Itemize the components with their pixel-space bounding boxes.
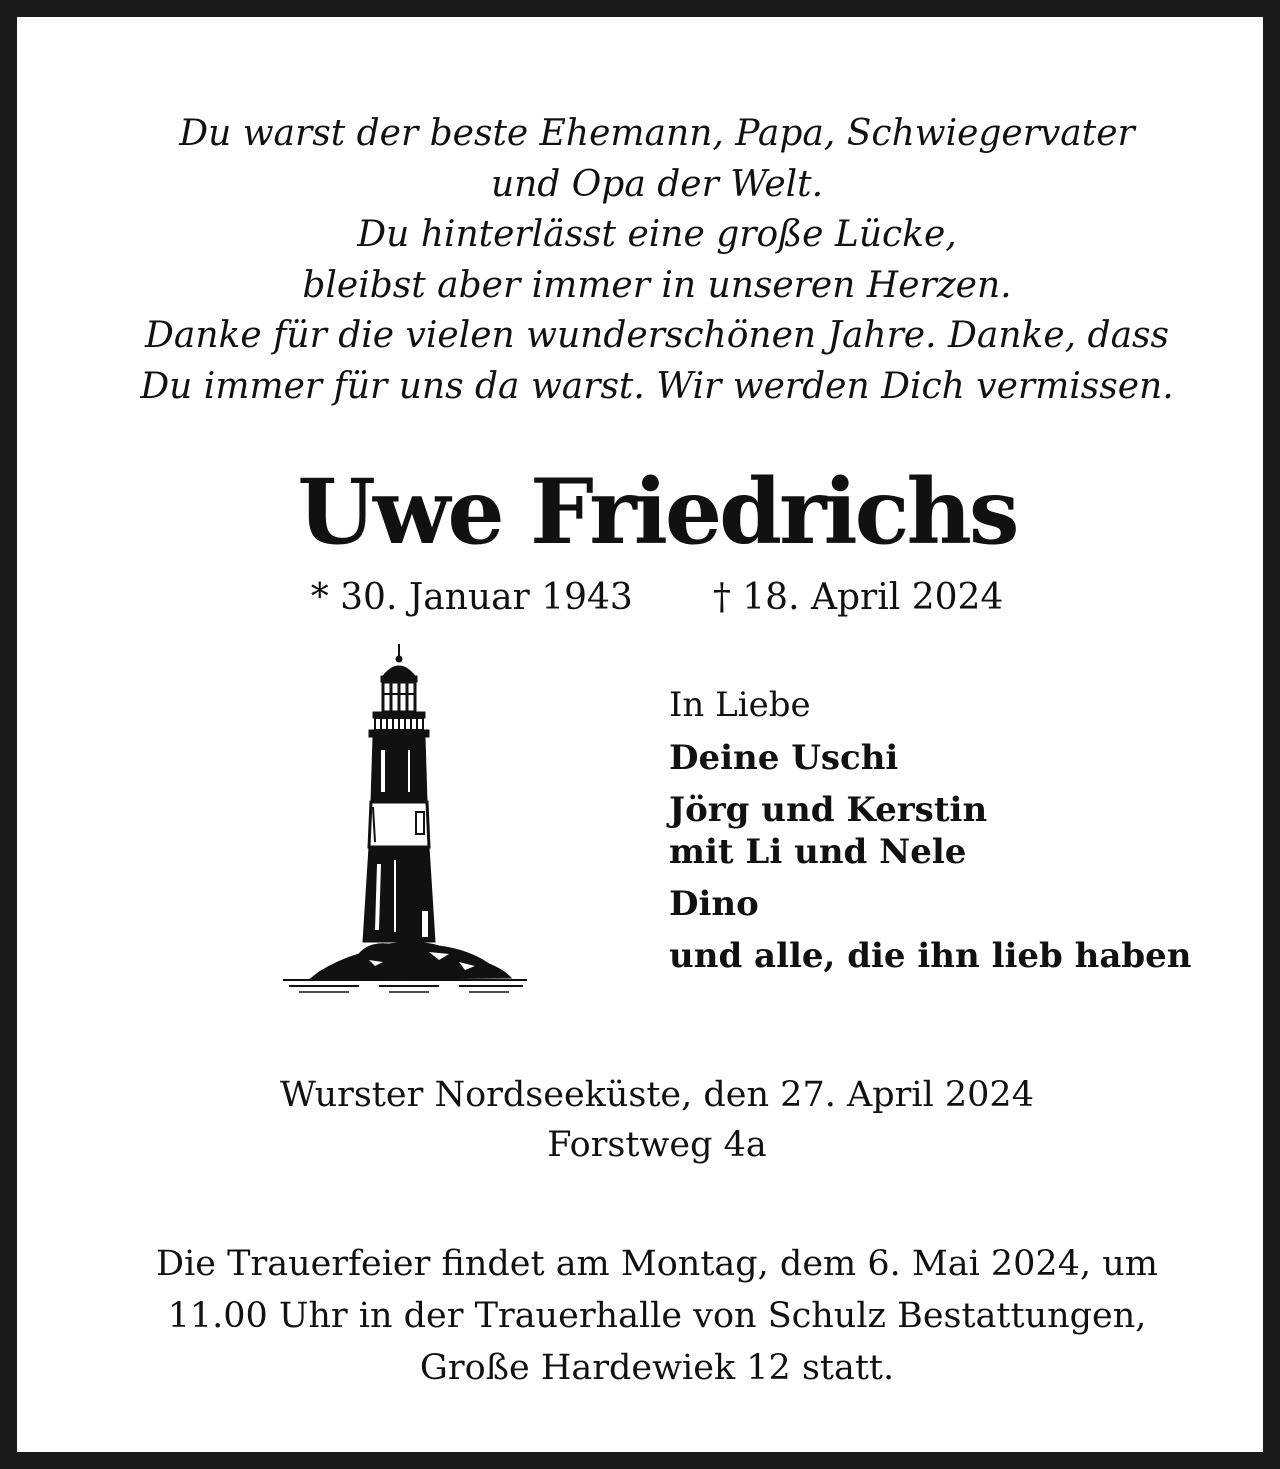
memorial-poem: [47, 109, 1267, 412]
family-member: und alle, die ihn lieb haben: [669, 936, 1192, 976]
lighthouse-icon: [279, 642, 531, 1002]
funeral-line: Große Hardewiek 12 statt.: [419, 1348, 895, 1388]
death-date: † 18. April 2024: [712, 577, 1004, 618]
deceased-name: Uwe Friedrichs: [297, 459, 1017, 565]
family-signatures: [669, 679, 1269, 977]
poem-line: Du immer für uns da warst. Wir werden Dich vermissen.: [140, 365, 1174, 407]
poem-line: Danke für die vielen wunderschönen Jahre. Danke, dass: [145, 315, 1169, 356]
place-and-address: [17, 1070, 1280, 1170]
family-member: mit Li und Nele: [669, 832, 967, 872]
family-intro: In Liebe: [669, 685, 811, 725]
family-member: Dino: [669, 884, 759, 924]
poem-line: bleibst aber immer in unseren Herzen.: [302, 264, 1012, 306]
poem-line: Du hinterlässt eine große Lücke,: [357, 214, 957, 255]
life-dates: [17, 572, 1280, 624]
funeral-line: Die Trauerfeier findet am Montag, dem 6. Mai 2024, um: [156, 1244, 1158, 1284]
address: Forstweg 4a: [547, 1125, 767, 1165]
poem-line: und Opa der Welt.: [490, 163, 824, 205]
funeral-line: 11.00 Uhr in der Trauerhalle von Schulz Bestattungen,: [167, 1296, 1147, 1336]
location-date: Wurster Nordseeküste, den 27. April 2024: [280, 1075, 1034, 1115]
family-member: Jörg und Kerstin: [669, 790, 988, 830]
family-member: Deine Uschi: [669, 738, 899, 778]
funeral-info: [57, 1238, 1257, 1394]
poem-line: Du warst der beste Ehemann, Papa, Schwiegervater: [179, 113, 1135, 154]
birth-date: * 30. Januar 1943: [310, 577, 633, 618]
